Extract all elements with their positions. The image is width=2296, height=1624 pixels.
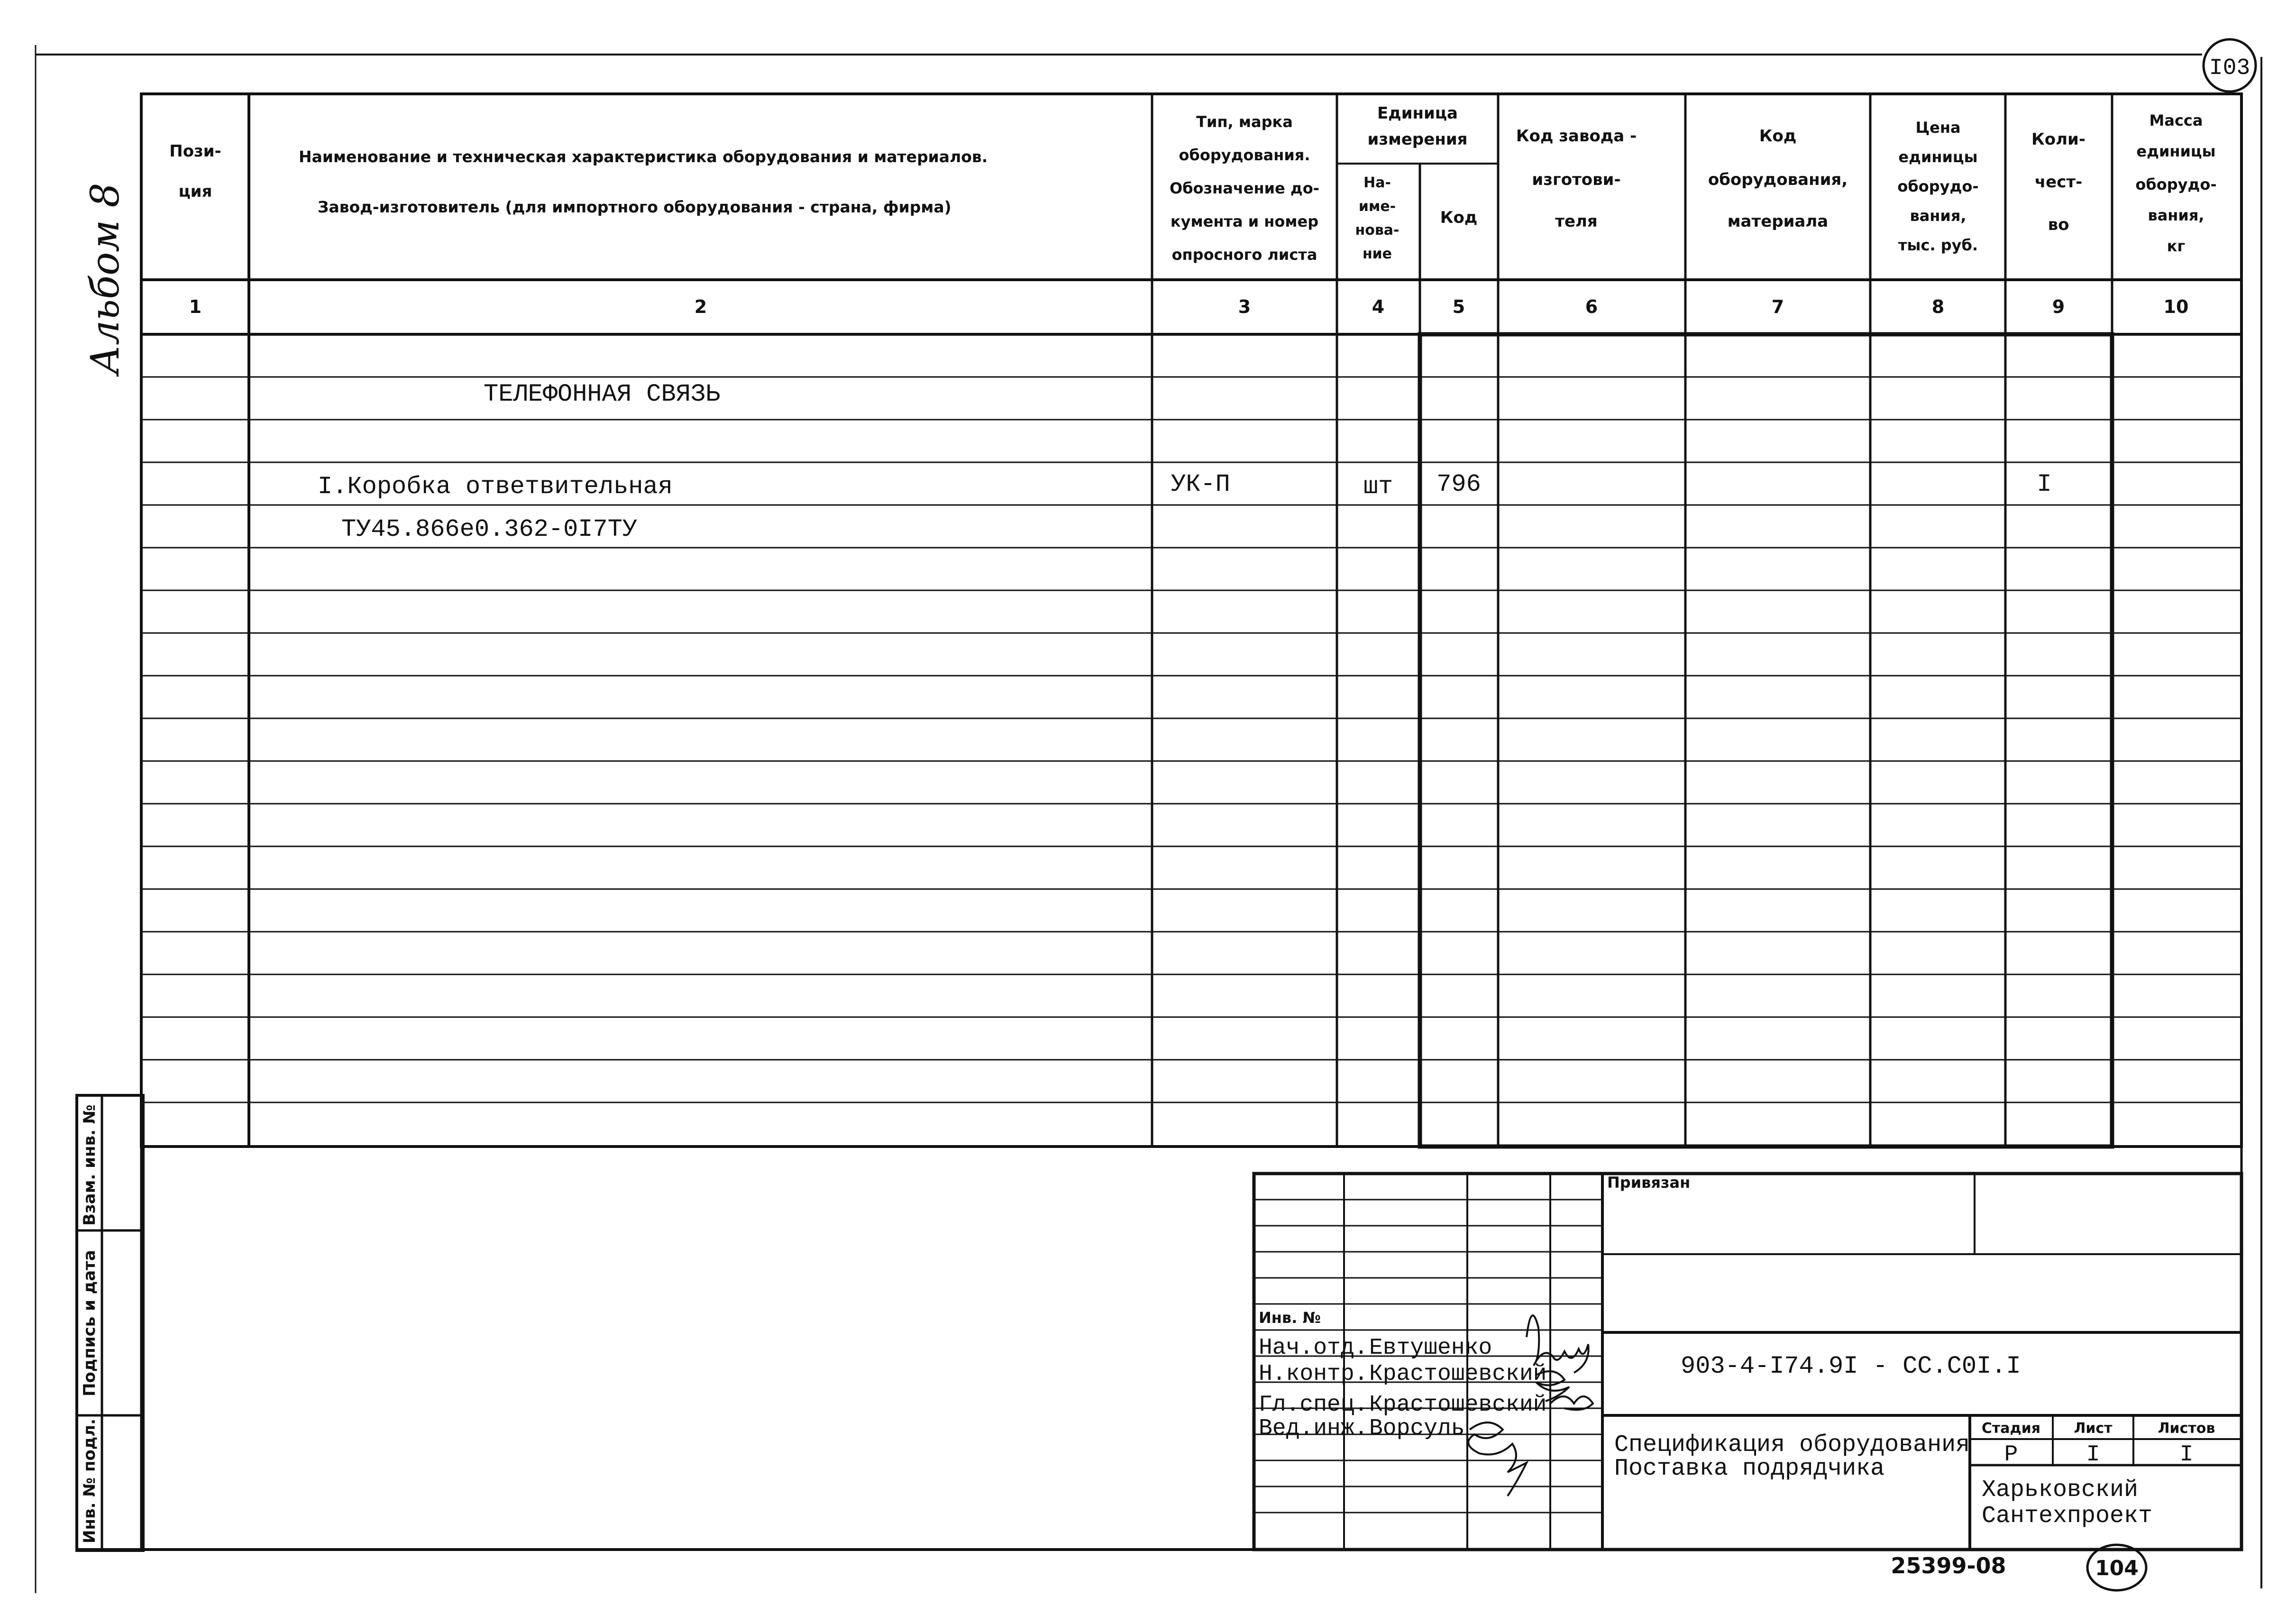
- header-col9-line3: во: [2048, 215, 2069, 234]
- header-col1-line1: Пози-: [169, 142, 221, 161]
- role-1: Нач.отд.: [1259, 1335, 1368, 1361]
- sheet-label: Лист: [2074, 1420, 2113, 1437]
- item-quantity: I: [2037, 470, 2052, 498]
- side-stamp-inv-podl: Инв. № подл.: [80, 1418, 99, 1543]
- designation: 903-4-I74.9I - СС.С0I.I: [1681, 1352, 2021, 1380]
- side-stamp-labels: [80, 1104, 99, 1543]
- header-col8-line1: Цена: [1915, 119, 1961, 137]
- stage-label: Стадия: [1981, 1420, 2041, 1437]
- name-3: Крастошевский: [1369, 1392, 1547, 1418]
- header-col6-line1: Код завода -: [1516, 127, 1637, 146]
- col-number-9: 9: [2052, 296, 2065, 317]
- header-col3-line2: оборудования.: [1179, 146, 1310, 164]
- header-col9-line1: Коли-: [2031, 130, 2086, 149]
- side-stamp-vzam: Взам. инв. №: [80, 1104, 99, 1226]
- sheets-value: I: [2179, 1442, 2194, 1468]
- header-col4-line3: нова-: [1355, 222, 1400, 239]
- header-col4-line1: На-: [1363, 174, 1391, 191]
- col-number-6: 6: [1585, 296, 1598, 317]
- header-col10-line5: кг: [2167, 237, 2186, 255]
- sheet-value: I: [2086, 1442, 2100, 1468]
- header-col8-line2: единицы: [1898, 148, 1978, 166]
- doc-title-line2: Поставка подрядчика: [1614, 1455, 1885, 1482]
- col-number-1: 1: [189, 296, 202, 317]
- section-title: ТЕЛЕФОННАЯ СВЯЗЬ: [484, 380, 721, 408]
- header-col3-line5: опросного листа: [1171, 246, 1317, 264]
- item-type: УК-П: [1171, 470, 1230, 498]
- header-col3-line1: Тип, марка: [1196, 113, 1293, 131]
- col-number-4: 4: [1372, 296, 1385, 317]
- header-col8-line4: вания,: [1910, 207, 1967, 225]
- header-col1-line2: ция: [178, 182, 212, 201]
- header-col10-line2: единицы: [2136, 142, 2216, 160]
- header-col10-line4: вания,: [2148, 206, 2205, 224]
- item-unit: шт: [1363, 473, 1393, 501]
- header-col7-line3: материала: [1727, 212, 1829, 231]
- header-col8-line3: оборудо-: [1897, 177, 1979, 195]
- org-line2: Сантехпроект: [1982, 1503, 2153, 1530]
- item-spec: ТУ45.866е0.362-0I7ТУ: [341, 515, 638, 543]
- name-1: Евтушенко: [1369, 1335, 1492, 1361]
- col-number-10: 10: [2163, 296, 2189, 317]
- header-unit-line1: Единица: [1377, 104, 1458, 123]
- stage-value: Р: [2004, 1442, 2018, 1468]
- header-col3-line3: Обозначение до-: [1170, 179, 1319, 197]
- header-col8-line5: тыс. руб.: [1898, 236, 1978, 254]
- doc-title-line1: Спецификация оборудования: [1614, 1431, 1970, 1459]
- col-number-8: 8: [1931, 296, 1945, 317]
- item-code: 796: [1436, 470, 1481, 498]
- inv-no-label: Инв. №: [1259, 1309, 1321, 1327]
- header-unit-line2: измерения: [1367, 130, 1468, 149]
- header-col6-line2: изготови-: [1532, 170, 1621, 189]
- privyazan-label: Привязан: [1607, 1174, 1691, 1192]
- header-col7-line1: Код: [1759, 127, 1797, 146]
- name-4: Ворсуль: [1369, 1416, 1465, 1441]
- header-col2-line2: Завод-изготовитель (для импортного оборудования - страна, фирма): [318, 198, 951, 216]
- role-2: Н.контр.: [1259, 1361, 1368, 1387]
- album-note: Альбом 8: [83, 183, 128, 375]
- sheet-number: I03: [2209, 55, 2250, 81]
- header-col7-line2: оборудования,: [1708, 170, 1848, 189]
- col-number-5: 5: [1452, 296, 1465, 317]
- header-col10-line3: оборудо-: [2135, 175, 2217, 193]
- item-name: I.Коробка ответвительная: [318, 473, 673, 501]
- name-2: Крастошевский: [1369, 1361, 1547, 1387]
- side-stamp-podpis: Подпись и дата: [80, 1250, 99, 1396]
- org-line1: Харьковский: [1982, 1477, 2139, 1504]
- archive-number: 25399-08: [1891, 1553, 2006, 1578]
- col-number-7: 7: [1771, 296, 1784, 317]
- header-col4-line4: ние: [1362, 246, 1392, 262]
- role-3: Гл.спец.: [1259, 1392, 1368, 1418]
- page-number: 104: [2095, 1556, 2139, 1580]
- col-number-3: 3: [1238, 296, 1251, 317]
- header-col4-line2: име-: [1358, 198, 1396, 215]
- sheets-label: Листов: [2158, 1420, 2215, 1437]
- header-col9-line2: чест-: [2034, 173, 2083, 192]
- header-col5: Код: [1440, 208, 1478, 227]
- header-col6-line3: теля: [1555, 212, 1598, 231]
- header-col10-line1: Масса: [2149, 111, 2203, 129]
- role-4: Вед.инж.: [1259, 1416, 1368, 1441]
- header-col3-line4: кумента и номер: [1170, 212, 1319, 230]
- header-col2-line1: Наименование и техническая характеристика оборудования и материалов.: [299, 147, 988, 166]
- col-number-2: 2: [694, 296, 707, 317]
